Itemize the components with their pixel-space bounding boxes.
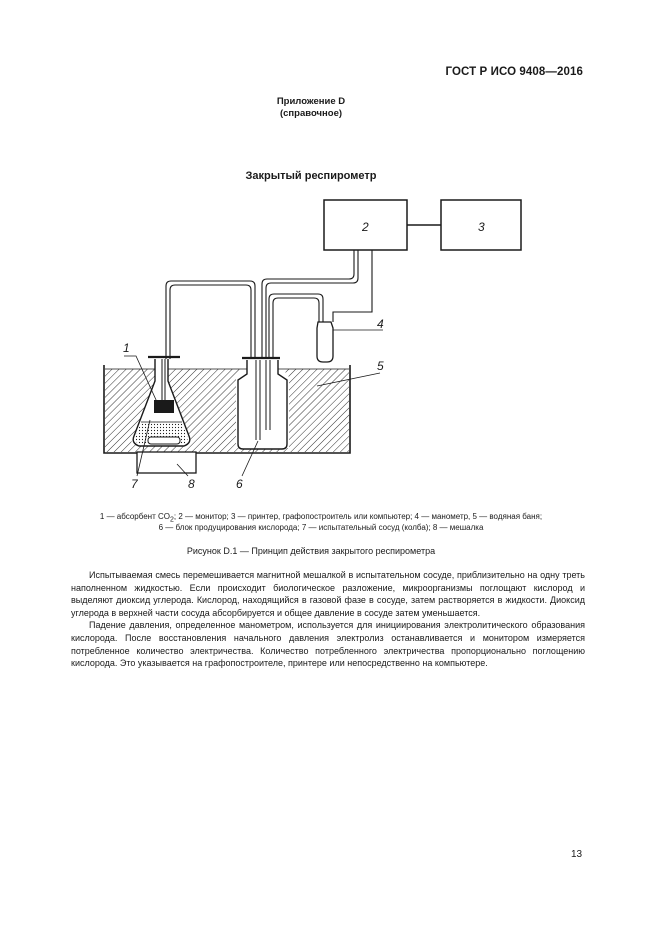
figure-caption: Рисунок D.1 — Принцип действия закрытого респирометра	[186, 546, 436, 556]
label-8: 8	[188, 477, 195, 491]
magnetic-stirrer	[137, 452, 196, 473]
oxygen-production-unit	[238, 358, 287, 449]
legend-part-b: ; 2 — монитор; 3 — принтер, графопостроитель или компьютер; 4 — манометр, 5 — водяная баня;	[173, 512, 543, 521]
label-2: 2	[362, 220, 369, 234]
connecting-tubes	[166, 250, 372, 359]
body-paragraph-2: Падение давления, определенное манометром, используется для инициирования электролитического образования кислорода. После восстановления начального давления электролиз останавливается и монитором измеряется потребленное количество электричества. Количество потребленного электричества пропорционально поглощению кислорода. Это указывается на графопостроителе, принтере или непосредственно на компьютере.	[71, 620, 585, 669]
legend-subscript: 2	[169, 516, 174, 524]
annex-subtitle: (справочное)	[279, 108, 343, 119]
figure-legend-line-2: 6 — блок продуцирования кислорода; 7 — испытательный сосуд (колба); 8 — мешалка	[158, 523, 484, 532]
label-1: 1	[123, 341, 130, 355]
label-5: 5	[377, 359, 384, 373]
label-6: 6	[236, 477, 243, 491]
label-3: 3	[478, 220, 485, 234]
legend-part-a: 1 — абсорбент CO	[99, 512, 170, 521]
body-text	[71, 569, 585, 670]
page-number: 13	[571, 849, 583, 860]
body-paragraph-1: Испытываемая смесь перемешивается магнитной мешалкой в испытательном сосуде, приблизительно на одну треть наполненном жидкостью. Если происходит биологическое разложение, микроорганизмы поглощают кислород и выделяют диоксид углерода. Кислород, находящийся в газовой фазе в сосуде, затем растворяется в жидкости. Диоксид углерода в верхней части сосуда абсорбируется и общее давление в сосуде затем уменьшается.	[71, 570, 585, 618]
label-7: 7	[131, 477, 138, 491]
label-4: 4	[377, 317, 384, 331]
annex-title: Приложение D	[276, 96, 346, 107]
manometer	[317, 322, 333, 362]
document-header: ГОСТ Р ИСО 9408—2016	[445, 66, 583, 78]
figure-title: Закрытый респирометр	[245, 170, 377, 182]
